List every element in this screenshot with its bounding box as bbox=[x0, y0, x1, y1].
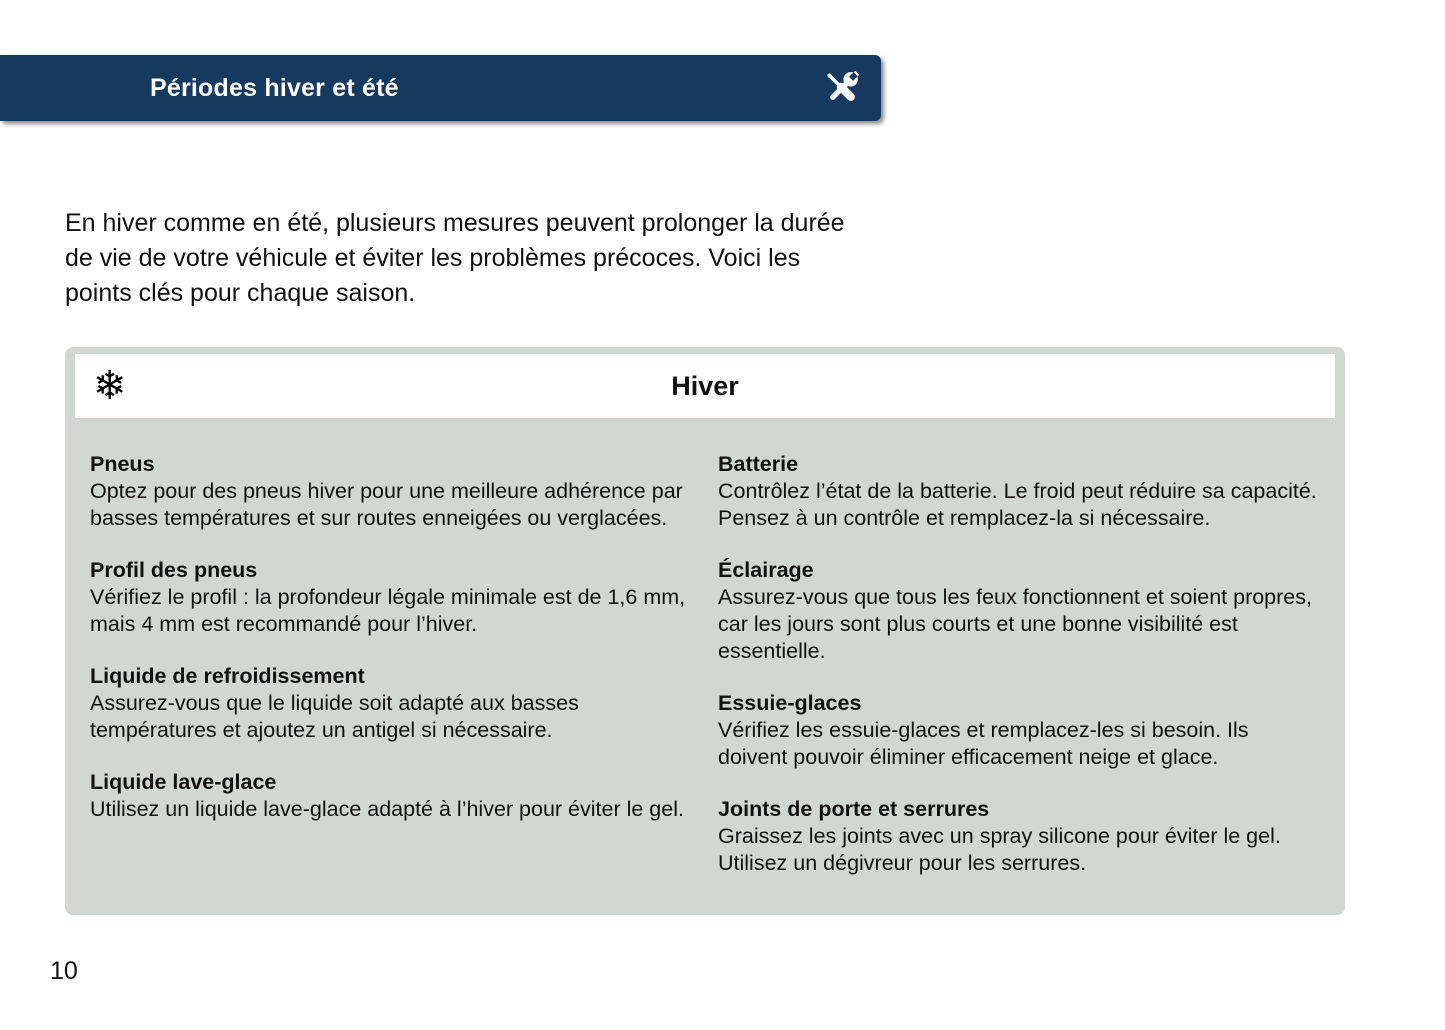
intro-paragraph: En hiver comme en été, plusieurs mesures peuvent prolonger la durée de vie de votre véhicule et éviter les problèmes précoces. Voici les points clés pour chaque saison. bbox=[65, 209, 845, 307]
section-body: Optez pour des pneus hiver pour une meilleure adhérence par basses températures et sur routes enneigées ou verglacées. bbox=[90, 479, 683, 530]
section-heading: Batterie bbox=[718, 452, 799, 476]
section-heading: Liquide de refroidissement bbox=[90, 664, 365, 688]
winter-card-columns bbox=[75, 418, 1335, 902]
section-essuie-glaces bbox=[718, 690, 1319, 771]
section-body: Contrôlez l’état de la batterie. Le froid peut réduire sa capacité. Pensez à un contrôle et remplacez-la si nécessaire. bbox=[718, 479, 1317, 530]
section-batterie bbox=[718, 451, 1319, 532]
section-heading: Liquide lave-glace bbox=[90, 770, 277, 794]
section-heading: Essuie-glaces bbox=[718, 691, 862, 715]
section-body: Utilisez un liquide lave-glace adapté à l’hiver pour éviter le gel. bbox=[90, 797, 684, 821]
section-joints-serrures bbox=[718, 796, 1319, 877]
section-eclairage bbox=[718, 557, 1319, 665]
winter-card-title: Hiver bbox=[671, 370, 739, 401]
section-body: Assurez-vous que tous les feux fonctionnent et soient propres, car les jours sont plus courts et une bonne visibilité est essentielle. bbox=[718, 585, 1312, 663]
section-body: Assurez-vous que le liquide soit adapté aux basses températures et ajoutez un antigel si nécessaire. bbox=[90, 691, 579, 742]
section-heading: Éclairage bbox=[718, 558, 814, 582]
winter-card-header bbox=[75, 354, 1335, 418]
winter-card bbox=[65, 347, 1345, 915]
winter-column-right bbox=[718, 451, 1319, 902]
page-number: 10 bbox=[50, 957, 78, 985]
tools-icon bbox=[819, 65, 865, 111]
section-body: Vérifiez les essuie-glaces et remplacez-les si besoin. Ils doivent pouvoir éliminer efficacement neige et glace. bbox=[718, 718, 1249, 769]
winter-column-left bbox=[90, 451, 691, 902]
section-liquide-lave-glace bbox=[90, 769, 691, 823]
section-body: Graissez les joints avec un spray silicone pour éviter le gel. Utilisez un dégivreur pour les serrures. bbox=[718, 824, 1281, 875]
section-heading: Profil des pneus bbox=[90, 558, 258, 582]
section-heading: Pneus bbox=[90, 452, 155, 476]
section-profil-des-pneus bbox=[90, 557, 691, 638]
section-pneus bbox=[90, 451, 691, 532]
section-body: Vérifiez le profil : la profondeur légale minimale est de 1,6 mm, mais 4 mm est recommandé pour l’hiver. bbox=[90, 585, 686, 636]
page-title: Périodes hiver et été bbox=[150, 73, 399, 102]
section-heading: Joints de porte et serrures bbox=[718, 797, 990, 821]
section-liquide-refroidissement bbox=[90, 663, 691, 744]
section-header-bar bbox=[0, 55, 881, 121]
snowflake-icon: ❄ bbox=[93, 363, 127, 409]
